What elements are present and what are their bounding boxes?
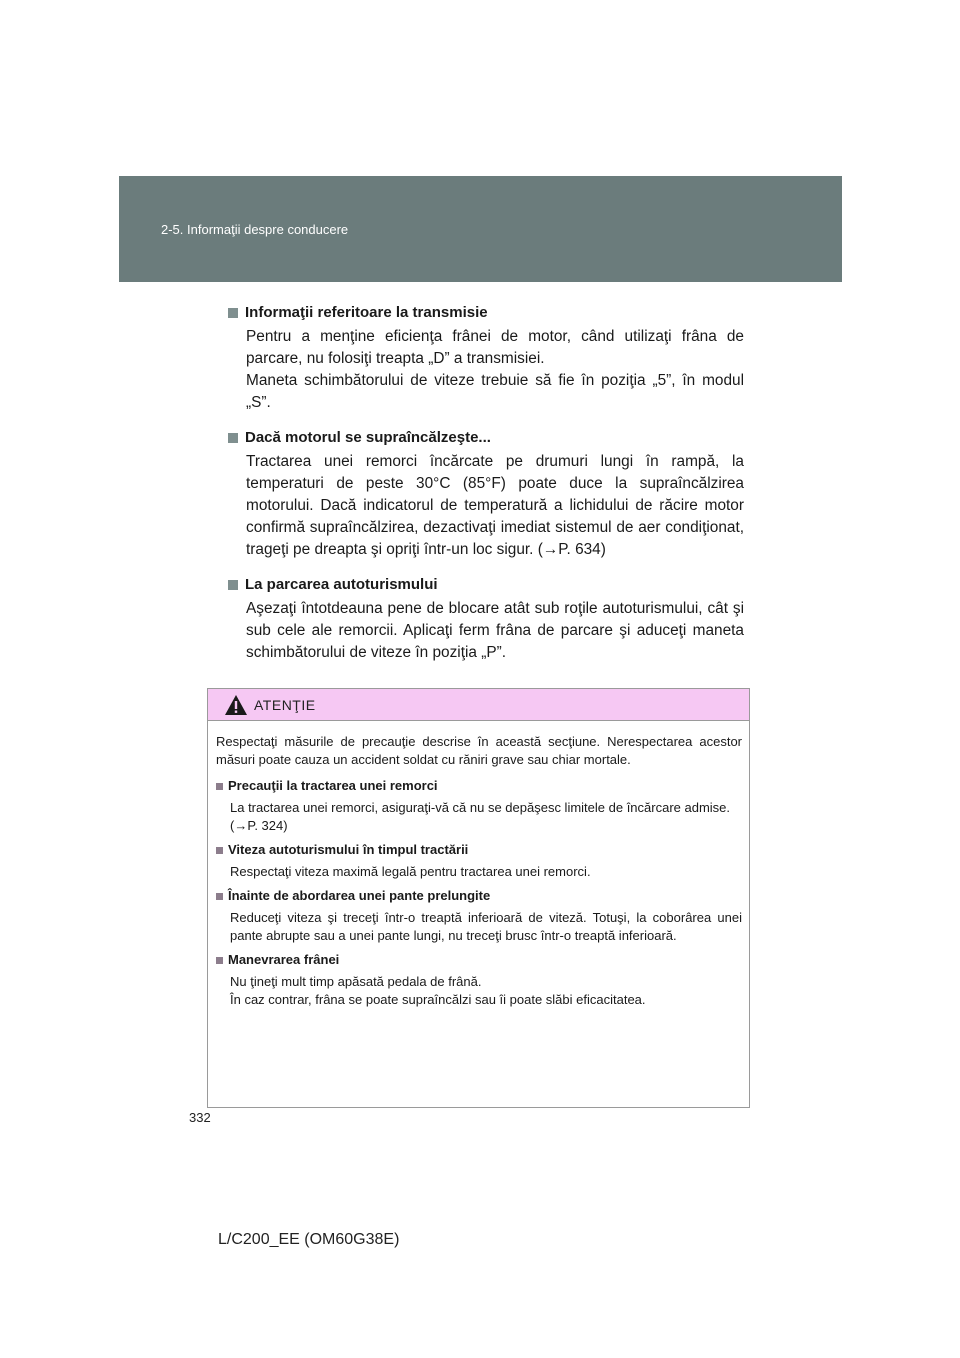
paragraph: Tractarea unei remorci încărcate pe drumuri lungi în rampă, la temperaturi de peste 30°C (85°F) poate duce la supraîncălzirea motorului. Dacă indicatorul de temperatură a lichidului de răcire motor confirmă supraîncălzirea, dezactivaţi imediat sistemul de aer condiţionat, trageţi pe dreapta şi opriţi într-un loc sigur. (→P. 634) — [246, 453, 744, 558]
bullet-square-icon — [216, 957, 223, 964]
warning-title: ATENŢIE — [254, 696, 316, 713]
paragraph: Maneta schimbătorului de viteze trebuie să fie în poziţia „5”, în modul „S”. — [246, 372, 744, 411]
warning-item-heading: Viteza autoturismului în timpul tractării — [228, 842, 469, 857]
warning-item-heading: Înainte de abordarea unei pante prelungite — [228, 888, 491, 903]
section-heading: Informaţii referitoare la transmisie — [245, 304, 488, 321]
document-code: L/C200_EE (OM60G38E) — [218, 1231, 400, 1248]
warning-item — [216, 951, 742, 1009]
paragraph: În caz contrar, frâna se poate supraîncălzi sau îi poate slăbi eficacitatea. — [230, 992, 646, 1007]
warning-triangle-icon — [224, 694, 248, 716]
section-transmission — [228, 302, 744, 414]
section-header-bar — [119, 176, 842, 282]
bullet-square-icon — [216, 783, 223, 790]
warning-header — [208, 689, 749, 721]
paragraph: Aşezaţi întotdeauna pene de blocare atât sub roţile autoturismului, cât şi sub cele ale remorcii. Aplicaţi ferm frâna de parcare şi aduceţi maneta schimbătorului de viteze în poziţia „P”. — [246, 600, 744, 661]
warning-item — [216, 777, 742, 835]
page-number: 332 — [189, 1110, 211, 1125]
section-heading: Dacă motorul se supraîncălzeşte... — [245, 429, 491, 446]
section-title: 2-5. Informaţii despre conducere — [161, 222, 349, 237]
warning-item — [216, 887, 742, 945]
section-parking — [228, 574, 744, 664]
section-heading: La parcarea autoturismului — [245, 576, 438, 593]
paragraph: Reduceţi viteza şi treceţi într-o treaptă inferioară de viteză. Totuşi, la coborârea unei pante abrupte sau a unei pante lungi, nu treceţi brusc într-o treaptă inferioară. — [230, 910, 742, 943]
paragraph: Nu ţineţi mult timp apăsată pedala de frână. — [230, 974, 482, 989]
section-overheating — [228, 427, 744, 561]
paragraph: Respectaţi viteza maximă legală pentru tractarea unei remorci. — [230, 864, 591, 879]
bullet-square-icon — [216, 847, 223, 854]
paragraph: La tractarea unei remorci, asiguraţi-vă că nu se depăşesc limitele de încărcare admise. — [230, 800, 731, 815]
paragraph: Pentru a menţine eficienţa frânei de motor, când utilizaţi frâna de parcare, nu folosiţi treapta „D” a transmisiei. — [246, 328, 744, 367]
bullet-square-icon — [228, 580, 238, 590]
bullet-square-icon — [228, 308, 238, 318]
warning-item-heading: Precauţii la tractarea unei remorci — [228, 778, 438, 793]
bullet-square-icon — [228, 433, 238, 443]
warning-intro: Respectaţi măsurile de precauţie descrise în această secţiune. Nerespectarea acestor măsuri poate cauza un accident soldat cu răniri grave sau chiar mortale. — [216, 734, 742, 767]
warning-item — [216, 841, 742, 881]
warning-box — [207, 688, 750, 1108]
warning-item-heading: Manevrarea frânei — [228, 952, 340, 967]
paragraph: (→P. 324) — [230, 818, 288, 833]
main-content — [228, 302, 744, 677]
bullet-square-icon — [216, 893, 223, 900]
